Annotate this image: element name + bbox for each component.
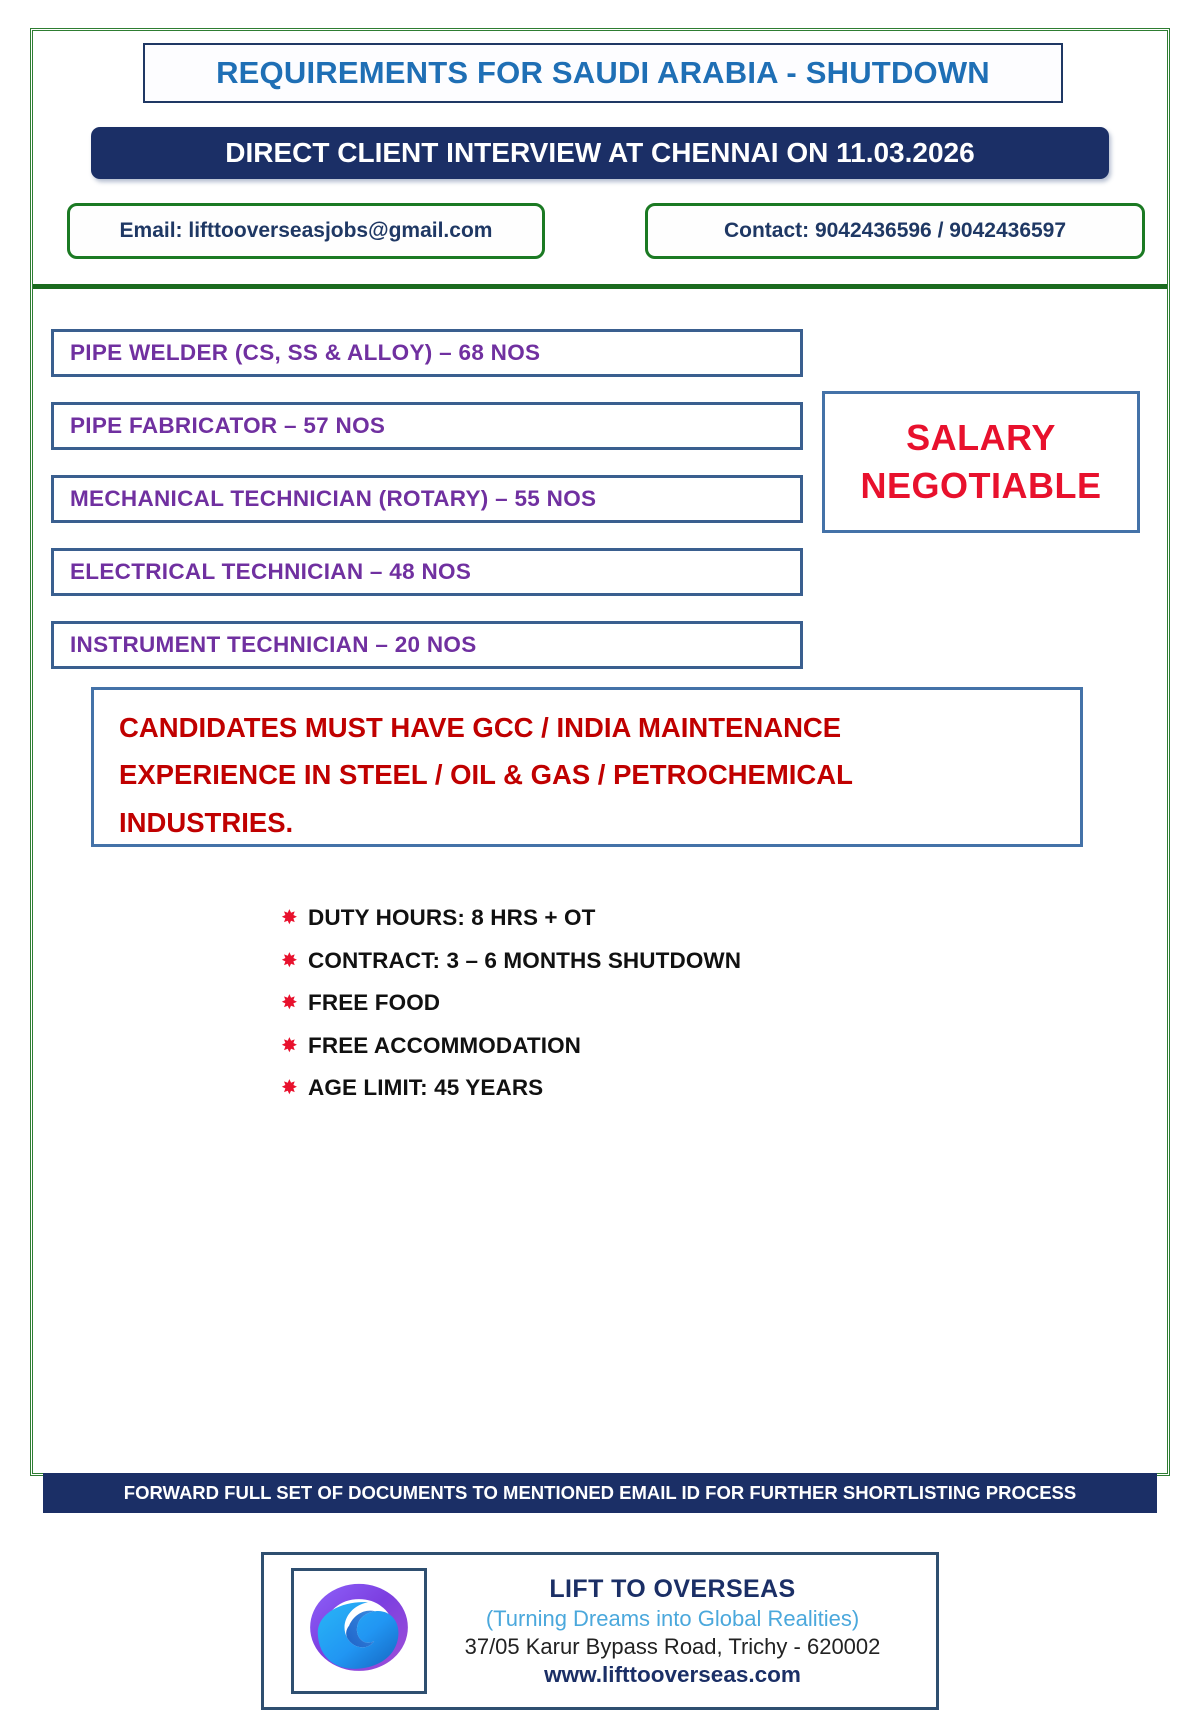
- benefit-item: [281, 940, 741, 983]
- benefit-label: AGE LIMIT: 45 YEARS: [308, 1075, 544, 1101]
- starburst-icon: ✸: [281, 949, 298, 972]
- page-title: REQUIREMENTS FOR SAUDI ARABIA - SHUTDOWN: [216, 55, 990, 90]
- benefit-item: [281, 897, 741, 940]
- header-section: [33, 31, 1167, 289]
- company-details: [427, 1575, 936, 1688]
- company-name: LIFT TO OVERSEAS: [549, 1574, 796, 1603]
- job-label: PIPE FABRICATOR – 57 NOS: [70, 413, 386, 438]
- salary-label: SALARY: [906, 417, 1056, 459]
- benefit-item: [281, 1025, 741, 1068]
- email-box[interactable]: [67, 203, 545, 259]
- company-logo-frame: [291, 1568, 427, 1694]
- body-section: [33, 289, 1167, 1687]
- forward-documents-text: FORWARD FULL SET OF DOCUMENTS TO MENTIONED EMAIL ID FOR FURTHER SHORTLISTING PROCESS: [123, 1482, 1077, 1503]
- benefit-item: [281, 982, 741, 1025]
- job-label: INSTRUMENT TECHNICIAN – 20 NOS: [70, 632, 477, 657]
- job-list: [51, 329, 803, 694]
- job-row: [51, 402, 803, 450]
- benefit-item: [281, 1067, 741, 1110]
- benefit-label: FREE ACCOMMODATION: [308, 1032, 582, 1058]
- benefit-label: FREE FOOD: [308, 990, 441, 1016]
- benefit-label: CONTRACT: 3 – 6 MONTHS SHUTDOWN: [308, 947, 742, 973]
- page-title-box: [143, 43, 1063, 103]
- requirement-line-1: CANDIDATES MUST HAVE GCC / INDIA MAINTENANCE: [119, 712, 842, 743]
- job-row: [51, 329, 803, 377]
- job-row: [51, 621, 803, 669]
- requirement-line-3: INDUSTRIES.: [119, 806, 294, 838]
- company-website[interactable]: www.lifttooverseas.com: [544, 1661, 801, 1687]
- job-label: ELECTRICAL TECHNICIAN – 48 NOS: [70, 559, 472, 584]
- starburst-icon: ✸: [281, 1034, 298, 1057]
- starburst-icon: ✸: [281, 1077, 298, 1100]
- job-label: MECHANICAL TECHNICIAN (ROTARY) – 55 NOS: [70, 486, 597, 511]
- lift-to-overseas-logo-icon: [305, 1579, 413, 1683]
- interview-banner: [91, 127, 1109, 179]
- company-footer: [261, 1552, 939, 1710]
- requirement-line-2: EXPERIENCE IN STEEL / OIL & GAS / PETROCHEMICAL: [119, 759, 853, 791]
- benefit-label: DUTY HOURS: 8 HRS + OT: [308, 905, 596, 931]
- email-text: Email: lifttooverseasjobs@gmail.com: [119, 219, 493, 242]
- job-row: [51, 548, 803, 596]
- salary-box: [822, 391, 1140, 533]
- contact-text: Contact: 9042436596 / 9042436597: [723, 219, 1067, 242]
- company-address: 37/05 Karur Bypass Road, Trichy - 620002: [464, 1633, 881, 1659]
- job-label: PIPE WELDER (CS, SS & ALLOY) – 68 NOS: [70, 340, 541, 365]
- contact-box[interactable]: [645, 203, 1145, 259]
- company-tagline: (Turning Dreams into Global Realities): [485, 1605, 860, 1631]
- poster-page: [30, 28, 1170, 1687]
- contact-row: [33, 203, 1167, 263]
- benefits-list: [281, 897, 741, 1110]
- interview-banner-text: DIRECT CLIENT INTERVIEW AT CHENNAI ON 11.03.2026: [225, 137, 975, 168]
- starburst-icon: ✸: [281, 992, 298, 1015]
- job-row: [51, 475, 803, 523]
- experience-requirement-box: [91, 687, 1083, 847]
- salary-value: NEGOTIABLE: [860, 465, 1102, 506]
- starburst-icon: ✸: [281, 907, 298, 930]
- forward-documents-banner: [43, 1473, 1157, 1513]
